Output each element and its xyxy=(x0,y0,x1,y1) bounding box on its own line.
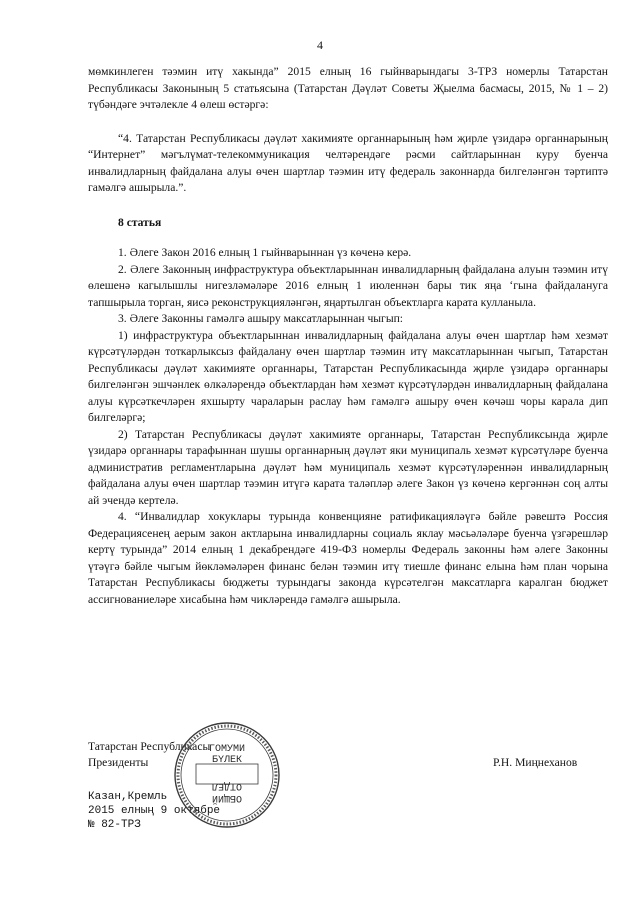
quoted-amendment: “4. Татарстан Республикасы дәүләт хакимияте органнарының һәм җирле үзидарә органнарының “Интернет” мәгълүмат-телекоммуникация челтәрендәге рәсми сайтларыннан куру буенча инвалидларның файдалана алуы өчен шартлар тәэмин итү федераль законнарда билгеләнгән тәртиптә гамәлгә ашырыла.”. xyxy=(88,131,608,194)
page-number: 4 xyxy=(317,38,323,52)
paragraph-3-1: 1) инфраструктура объектларыннан инвалидларның файдалана алуы өчен шартлар һәм хезмәт күрсәтүләрдән тоткарлыксыз файдалану өчен шартлар тәэмин итү максатларыннан чыгып, Татарстан Республикасы дәүләт хакимияте органнары, Татарстан Республикасында җирле үзидарә органнары билгеләнгән эшчәнлек өлкәләрендә объектлардан һәм хезмәт күрсәтүләрдән инвалидларның файдалана алуы күрсәткечләрен яхшырту чараларын раслау һәм гамәлгә ашыру өчен көчәш чоры карала дип билгеләргә; xyxy=(88,328,608,424)
paragraph-2: 2. Әлеге Законның инфраструктура объектларыннан инвалидларның файдалана алуын тәэмин итү өлешенә кагылышлы нигезләмәләре 2016 елның 1 июленнән бары тик яңа ‘гына файдалануга тапшырыла торган, яисә реконструкцияләнгән, яңартылган объектларга карата кулланыла. xyxy=(88,262,608,309)
paragraph-4: 4. “Инвалидлар хокуклары турында конвенцияне ратификацияләүгә бәйле рәвештә Россия Федерациясенең аерым закон актларына инвалидларны социаль яклау мәсьәләләре буенча үзгәрешләр кертү турында” 2014 елның 1 декабрендәге 419-ФЗ номерлы Федераль законны һәм әлеге Законны үтәүгә бәйле чыгым йөкләмәләрен финанс белән тәэмин итү тиешле финанс елына һәм план чорына Татарстан Республикасы бюджеты турындагы законда күрсәтелгән максатларга каралган бюджет ассигнованиеләре хисабына һәм чикләрендә гамәлгә ашырыла. xyxy=(88,510,608,606)
issue-number: № 82-ТРЗ xyxy=(88,819,141,831)
paragraph-3-2: 2) Татарстан Республикасы дәүләт хакимияте органнары, Татарстан Республиксында җирле үзидарә органнары тарафыннан шушы органнарның дәүләт яки муниципаль хезмәт күрсәтүләре буенча административ регламентларына дәүләт һәм муниципаль хезмәт күрсәтүләреннән инвалидларның файдалана алуы өчен шартлар тәэмин итүгә карата таләпләр әлеге Закон үз көченә кергәннән соң алты ай эчендә кертелә. xyxy=(88,427,608,507)
intro-paragraph: мөмкинлеген тәэмин итү хакында” 2015 елның 16 гыйнварындагы 3-ТРЗ номерлы Татарстан Республикасы Законының 5 статьясына (Татарстан Дәүләт Советы Җыелма басмасы, 2015, № 1 – 2) түбәндәге эчтәлекле 4 өлеш өстәргә: xyxy=(88,65,608,111)
paragraph-3: 3. Әлеге Законны гамәлгә ашыру максатларыннан чыгып: xyxy=(118,312,404,325)
paragraph-1: 1. Әлеге Закон 2016 елның 1 гыйнварыннан үз көченә керә. xyxy=(118,246,412,259)
stamp-line4: ОБЩИЙ xyxy=(212,792,243,803)
stamp-line1: ГОМУМИ xyxy=(208,744,245,755)
section-title: 8 статья xyxy=(118,215,162,229)
issue-place: Казан,Кремль xyxy=(88,791,168,803)
stamp-line2: БҮЛЕК xyxy=(211,755,242,766)
signatory-name: Р.Н. Миңнеханов xyxy=(493,756,578,769)
document-body xyxy=(88,64,608,608)
stamp-line3: ОТДЕЛ xyxy=(212,780,243,791)
seal-icon xyxy=(172,720,282,830)
official-seal-stamp xyxy=(172,720,282,830)
issue-date: 2015 елның 9 октябре xyxy=(88,805,221,817)
signatory-title-line2: Президенты xyxy=(88,756,149,769)
signatory-title-line1: Татарстан Республикасы xyxy=(88,740,211,753)
